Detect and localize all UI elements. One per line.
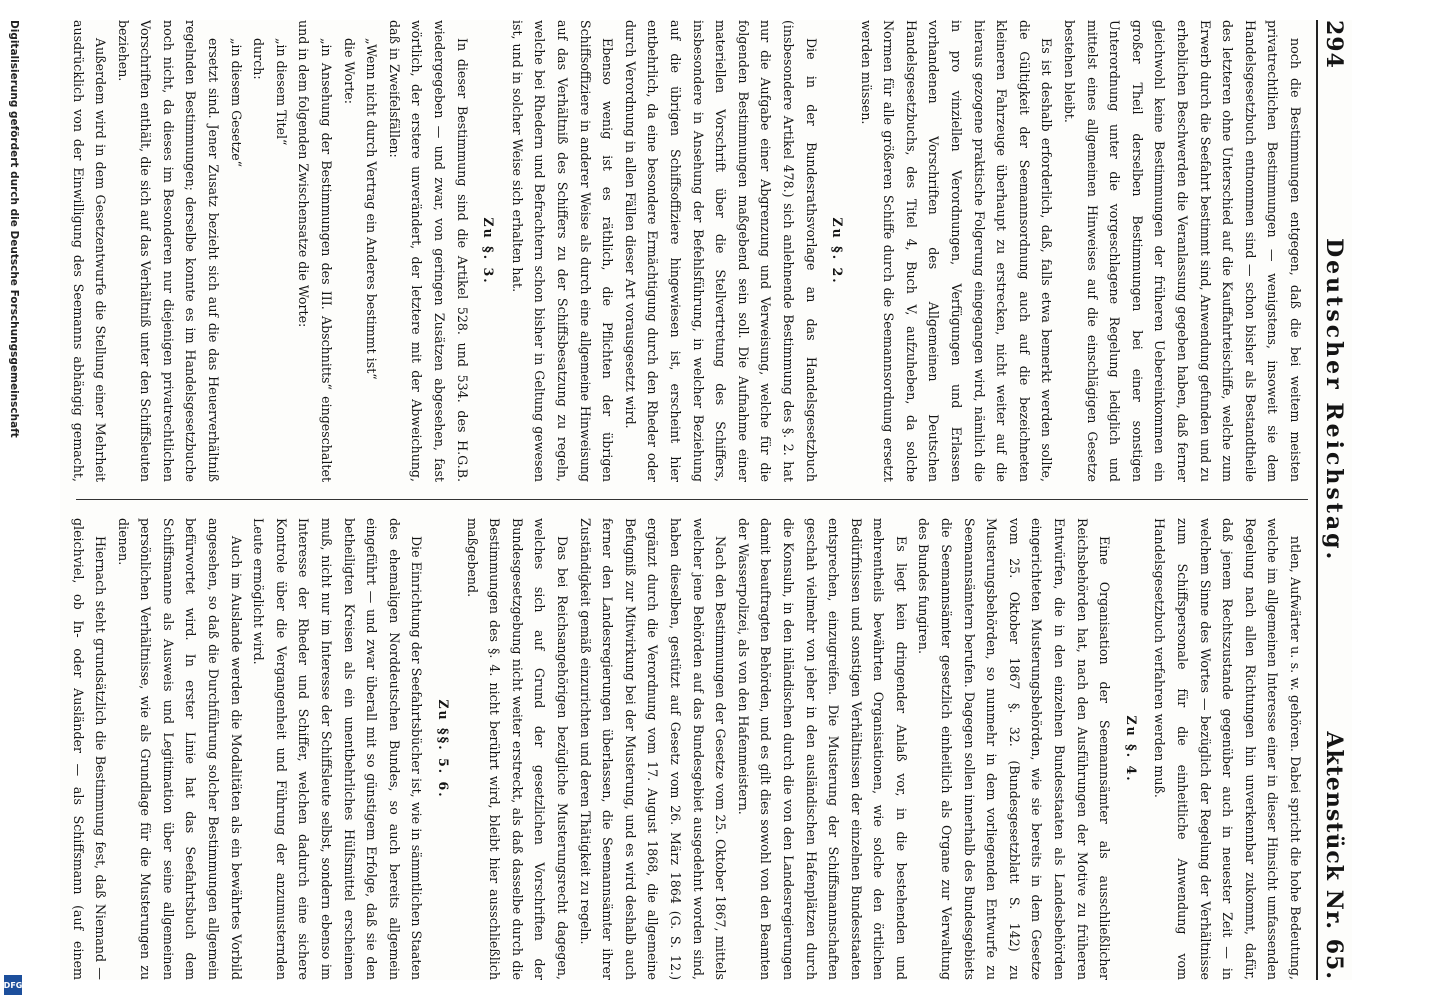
paragraph: Nach den Bestimmungen der Gesetze vom 25. Oktober 1867, mittels welcher jene Behörden auf das Bundesgebiet ausgedehnt worden sind, haben dieselben, gestützt auf Gesetz vom 26. März 1864 (G. S. 12.) ergänzt durch die Verordnung vom 17. August 1868, die allgemeine Befugniß zur Mitwirkung bei der Musterung, und es wird deshalb auch ferner den Landesregierungen überlassen, die Seemannsämter ihrer Zuständigkeit gemäß einzurichten und deren Thätigkeit zu regeln. — [577, 518, 729, 980]
paragraph: noch die Bestimmungen entgegen, daß die bei weitem meisten privatrechtlichen Bestimmungen — wenigstens, insoweit sie dem Handelsgesetzbuch entnommen sind — schon bisher als Bestandtheile des letzteren ohne Unterschied auf die Kauffahrteischiffe, welche zum Erwerb durch die Seefahrt bestimmt sind, Anwendung gefunden und zu erheblichen Beschwerden die Veranlassung gegeben haben, daß ferner gleichwohl keine Bestimmungen der früheren Uebereinkommen ein großer Theil derselben Bestimmungen bei einer sonstigen Unterordnung unter die vorgeschlagene Regelung lediglich und mittelst eines allgemeinen Hinweises auf die einschlägigen Gesetze bestehen bleibt. — [1062, 20, 1303, 482]
paragraph: Die Einrichtung der Seefahrtsbücher ist, wie in sämmtlichen Staaten des ehemaligen Norddeutschen Bundes, so auch bereits allgemein eingeführt — und zwar überall mit so günstigem Erfolge, daß sie den betheiligten Kreisen als ein unentbehrliches Hülfsmittel erscheinen muß, nicht nur im Interesse der Schiffsleute selbst, sondern ebenso im Interesse der Rheder und Schiffer, welchen dadurch eine sichere Kontrole über die Vergangenheit und Führung der anzumusternden Leute ermöglicht wird. — [251, 518, 425, 980]
dfg-logo — [4, 975, 22, 995]
paragraph: „Wenn nicht durch Vertrag ein Anderes bestimmt ist“ — [364, 38, 380, 380]
issue-number: Aktenstück Nr. 65. — [1321, 731, 1347, 980]
dfg-logo-text: DFG — [3, 980, 23, 990]
paragraph: Die in der Bundesrathsvorlage an das Handelsgesetzbuch (insbesondere Artikel 478.) sich anlehnende Bestimmung des §. 2. hat nur die Aufgabe einer Abgrenzung und Verweisung, welche für die folgenden Bestimmungen maßgebend sein soll. Die Aufnahme einer materiellen Vorschrift über die Stellvertretung des Schiffers, insbesondere in Ansehung der Befehlsführung, in welcher Beziehung auf die übrigen Schiffsoffiziere hingewiesen ist, erscheint hier entbehrlich, da eine besondere Ermächtigung durch den Rheder oder durch Verordnung in allen Fällen dieser Art vorausgesetzt wird. — [622, 20, 819, 482]
digitization-credit — [6, 20, 20, 980]
publication-title: Deutscher Reichstag. — [1321, 238, 1347, 563]
paragraph: ersetzt sind. Jener Zusatz bezieht sich auf die das Heuerverhältniß regelnden Bestimmungen; derselbe konnte es im Handelsgesetzbuche noch nicht, da dieses im Besonderen nur diejenigen privatrechtlichen Vorschriften enthält, die sich auf das Verhältniß unter den Schiffsleuten beziehen. — [115, 20, 222, 482]
text-column-right — [71, 518, 1306, 980]
paragraph: Außerdem wird in dem Gesetzentwurfe die Stellung einer Mehrheit ausdrücklich von der Einwilligung des Seemanns abhängig gemacht, — [71, 20, 109, 482]
page-number: 294 — [1321, 20, 1347, 69]
paragraph: Hiernach steht grundsätzlich die Bestimmung fest, daß Niemand — gleichviel, ob In- oder Ausländer — als Schiffsmann (auf einem — [71, 518, 109, 980]
paragraph: Auch im Auslande werden die Modalitäten als ein bewährtes Vorbild angesehen, so daß die Durchführung solcher Bestimmungen allgemein befürwortet wird. In erster Linie hat das Seefahrtsbuch dem Schiffsmanne als Ausweis und Legitimation über seine allgemeinen persönlichen Verhältnisse, wie als Grundlage für die Musterungen zu dienen. — [115, 518, 244, 980]
paragraph: Es ist deshalb erforderlich, daß, falls etwa bemerkt werden sollte, die Gültigkeit der Seemannsordnung auch auf die bezeichneten kleineren Fahrzeuge überhaupt zu erstrecken, nicht weiter auf die hieraus gezogene praktische Folgerung eingegangen wird, nämlich die in pro vinziellen Verordnungen, Verfügungen und Erlassen vorhandenen Vorschriften des Allgemeinen Deutschen Handelsgesetzbuchs, des Titel 4, Buch V, aufzuheben, da solche Normen für alle größeren Schiffe durch die Seemannsordnung ersetzt werden müssen. — [858, 20, 1055, 482]
paragraph: Ebenso wenig ist es räthlich, die Pflichten der übrigen Schiffsoffiziere in anderer Weise als durch eine allgemeine Hinweisung auf das Verhältniß des Schiffers zu der Schiffsbesatzung zu regeln, welche bei Rhedern und Befrachtern schon bisher in Geltung gewesen ist, und in solcher Weise sich erhalten hat. — [509, 20, 616, 482]
section-heading: Zu §. 3. — [481, 217, 497, 285]
paragraph: durch: — [251, 38, 267, 80]
paragraph: „in Ansehung der Bestimmungen des III. Abschnitts“ eingeschaltet und in dem folgenden Zwischensatze die Worte: — [296, 20, 335, 482]
digitization-credit-text: Digitalisierung gefördert durch die Deutsche Forschungsgemeinschaft — [8, 20, 20, 438]
page-header — [1316, 20, 1352, 980]
paragraph: Es liegt kein dringender Anlaß vor, in die bestehenden und mehrentheils bewährten Organisationen, wie solche den örtlichen Bedürfnissen und sonstigen Verhältnissen der einzelnen Bundesstaaten entsprechen, einzugreifen. Die Musterung der Schiffsmannschaften geschah vielmehr von jeher in den ausländischen Hafenplätzen durch die Konsuln, in den inländischen durch die von den Landesregierungen damit beauftragten Behörden, und es gilt dies sowohl von den Beamten der Wasserpolizei, als von den Hafenmeistern. — [735, 518, 909, 980]
column-divider — [76, 499, 1308, 500]
paragraph: Das bei Reichsangehörigen bezügliche Musterungsrecht dagegen, welches sich auf Grund der gesetzlichen Vorschriften der Bundesgesetzgebung nicht weiter erstreckt, als daß dasselbe durch die Bestimmungen des §. 4. nicht berührt wird, bleibt hier ausschließlich maßgebend. — [464, 518, 570, 980]
paragraph: die Worte: — [341, 38, 357, 104]
text-column-left — [71, 20, 1306, 482]
paragraph: ntlen, Aufwärter u. s. w. gehören. Dabei spricht die hohe Bedeutung, welche im allgemeinen Interesse einer in dieser Hinsicht umfassenden Regelung nach allen Richtungen hin unverkennbar zukommt, dafür, daß jenem Rechtszustande gegenüber auch in neuester Zeit — in welchem Sinne des Wortes — bezüglich der Regelung der Verhältnisse zum Schiffspersonale für die einheitliche Anwendung vom Handelsgesetzbuch verfahren werden muß. — [1152, 518, 1303, 980]
paragraph: „in diesem Gesetze“ — [228, 38, 244, 168]
section-heading: Zu §. 4. — [1123, 715, 1139, 783]
document-page — [60, 20, 1352, 980]
paragraph: Eine Organisation der Seemannsämter als ausschließlicher Reichsbehörden hat, nach den Ausführungen der Motive zu früheren Entwürfen, die in den einzelnen Bundesstaaten als Landesbehörden eingerichteten Musterungsbehörden, wie sie bereits in dem Gesetze vom 25. Oktober 1867 §. 32. (Bundesgesetzblatt S. 142) zu Musterungsbehörden, so nunmehr in dem vorliegenden Entwurfe zu Seemannsämtern berufen. Dagegen sollen innerhalb des Bundesgebiets die Seemannsämter gesetzlich einheitlich als Organe zur Verwaltung des Bundes fungiren. — [916, 518, 1113, 980]
section-heading: Zu §§. 5. 6. — [436, 699, 452, 799]
paragraph: In dieser Bestimmung sind die Artikel 528. und 534. des H.G.B. wiedergegeben — und zwar, von geringen Zusätzen abgesehen, fast wörtlich, der erstere unverändert, der letztere mit der Abweichung, daß in Zweifelsfällen: — [386, 20, 470, 482]
section-heading: Zu §. 2. — [830, 217, 846, 285]
paragraph: „in diesem Titel“ — [273, 38, 289, 146]
